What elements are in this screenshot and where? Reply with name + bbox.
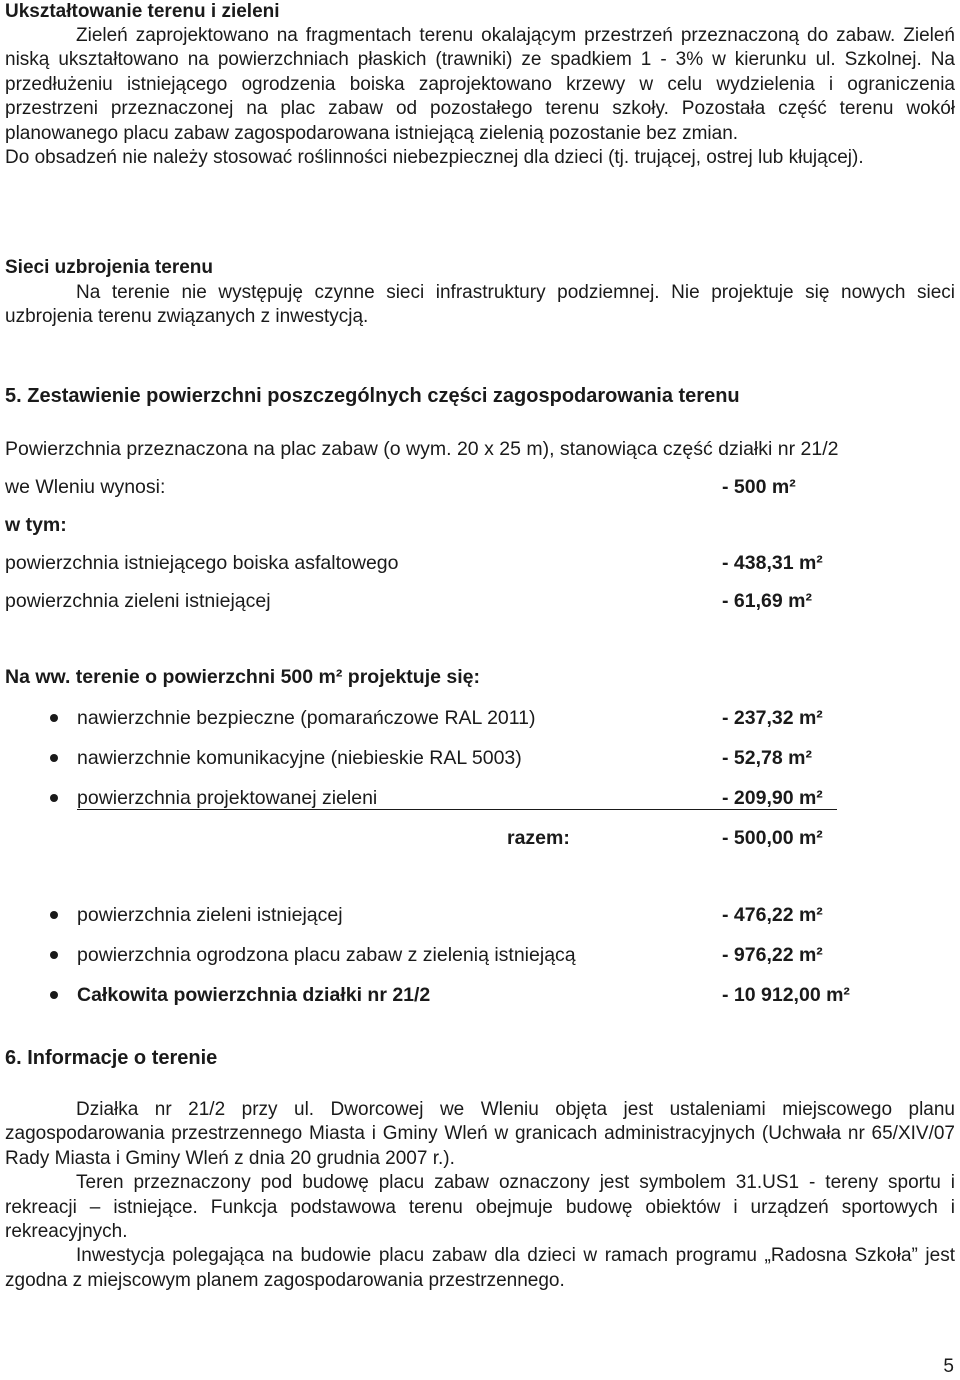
section-terrain: [5, 0, 955, 170]
bullet-icon: [50, 951, 58, 959]
w-tym-label: w tym:: [5, 514, 67, 536]
projected-item: [5, 745, 955, 771]
summary-item: [5, 902, 955, 928]
site-info-paragraph-3-start: Inwestycja polegająca na budowie placu zabaw dla dzieci w ramach programu „Radosna: [76, 1245, 847, 1267]
summary-item: [5, 942, 955, 968]
projected-heading: Na ww. terenie o powierzchni 500 m² projektuje się:: [5, 666, 480, 688]
summary-item-value: - 10 912,00 m²: [722, 984, 850, 1006]
networks-paragraph-rest: nowych sieci uzbrojenia terenu związanych z inwestycją.: [5, 282, 955, 328]
bullet-icon: [50, 754, 58, 762]
networks-paragraph-start: Na terenie nie występuję czynne sieci infrastruktury podziemnej. Nie projektuje się: [76, 282, 830, 303]
area-intro-row: [5, 436, 955, 462]
bullet-icon: [50, 911, 58, 919]
section-heading-networks: Sieci uzbrojenia terenu: [5, 257, 213, 278]
bullet-icon: [50, 991, 58, 999]
terrain-paragraph-1-rest: zabaw. Zieleń niską ukształtowano na powierzchniach płaskich (trawniki) ze spadkiem 1 - 3% w kierunku ul. Szkolnej. Na przedłużeniu istniejącego ogrodzenia boiska zaprojektowano krzewy w celu wydzielenia i ograniczenia przestrzeni przeznaczonej na plac zabaw od pozostałego terenu szkoły. Pozostała część terenu wokół planowanego placu zabaw zagospodarowana istniejącą zielenią pozostanie bez zmian.: [5, 25, 956, 144]
projected-item: [5, 785, 955, 811]
site-info-paragraph-2: [5, 1171, 955, 1244]
section-heading-terrain: Ukształtowanie terenu i zieleni: [5, 1, 280, 22]
site-info-paragraph-1-start: Działka nr 21/2 przy ul. Dworcowej we Wleniu objęta jest ustaleniami miejscowego planu: [76, 1099, 955, 1120]
section-6-site-info: [5, 1046, 955, 1293]
site-info-paragraph-3-rest: Szkoła” jest zgodna z miejscowym planem zagospodarowania przestrzennego.: [5, 1245, 955, 1291]
existing-row: [5, 550, 955, 576]
site-info-paragraph-2-start: Teren przeznaczony pod budowę placu zabaw oznaczony jest symbolem 31.US1 -: [76, 1172, 816, 1194]
site-info-paragraph-2-rest: tereny sportu i rekreacji – istniejące. Funkcja podstawowa terenu obejmuje budowę obiektów i urządzeń sportowych i rekreacyjnych.: [5, 1172, 955, 1243]
page-number: 5: [943, 1356, 954, 1377]
summary-item-label: Całkowita powierzchnia działki nr 21/2: [77, 984, 431, 1006]
projected-item-label: nawierzchnie bezpieczne (pomarańczowe RAL 2011): [77, 707, 536, 729]
w-tym-row: [5, 512, 955, 538]
summary-item-value: - 976,22 m²: [722, 944, 823, 966]
projected-item-label: nawierzchnie komunikacyjne (niebieskie RAL 5003): [77, 747, 522, 769]
networks-paragraph: [5, 281, 955, 330]
site-info-paragraph-3: [5, 1244, 955, 1293]
bullet-icon: [50, 794, 58, 802]
projected-item-value: - 209,90 m²: [722, 787, 823, 809]
projected-item-value: - 237,32 m²: [722, 707, 823, 729]
summary-item-label: powierzchnia zieleni istniejącej: [77, 904, 343, 926]
existing-value: - 61,69 m²: [722, 590, 812, 612]
summary-item-label: powierzchnia ogrodzona placu zabaw z zielenią istniejącą: [77, 944, 576, 966]
section-5-heading: 5. Zestawienie powierzchni poszczególnych części zagospodarowania terenu: [5, 385, 740, 407]
existing-label: powierzchnia zieleni istniejącej: [5, 590, 271, 612]
section-5-area-summary: [5, 384, 955, 1006]
sum-row: [5, 825, 955, 851]
existing-row: [5, 588, 955, 614]
section-6-heading: 6. Informacje o terenie: [5, 1047, 218, 1069]
existing-value: - 438,31 m²: [722, 552, 823, 574]
area-intro-text: Powierzchnia przeznaczona na plac zabaw (o wym. 20 x 25 m), stanowiąca część działki nr 21/2: [5, 438, 839, 460]
area-total-label: we Wleniu wynosi:: [5, 476, 166, 498]
terrain-paragraph-2: Do obsadzeń nie należy stosować roślinności niebezpiecznej dla dzieci (tj. trującej, ostrej lub kłującej).: [5, 147, 864, 169]
site-info-paragraph-1: [5, 1098, 955, 1171]
section-networks: [5, 256, 955, 330]
existing-label: powierzchnia istniejącego boiska asfaltowego: [5, 552, 399, 574]
projected-item-label: powierzchnia projektowanej zieleni: [77, 787, 378, 809]
sum-underline: [77, 809, 837, 810]
projected-item: [5, 705, 955, 731]
terrain-paragraph-1-start: Zieleń zaprojektowano na fragmentach terenu okalającym przestrzeń przeznaczoną do: [76, 25, 829, 46]
projected-heading-row: [5, 664, 955, 690]
summary-item: [5, 982, 955, 1008]
terrain-paragraph-1: [5, 24, 955, 146]
sum-value: - 500,00 m²: [722, 827, 823, 849]
area-total-value: - 500 m²: [722, 476, 796, 498]
summary-item-value: - 476,22 m²: [722, 904, 823, 926]
sum-label: razem:: [507, 827, 570, 849]
bullet-icon: [50, 714, 58, 722]
projected-item-value: - 52,78 m²: [722, 747, 812, 769]
site-info-paragraph-1-rest: zagospodarowania przestrzennego Miasta i Gminy Wleń w granicach administracyjnych (Uchwała nr 65/XIV/07 Rady Miasta i Gminy Wleń z dnia 20 grudnia 2007 r.).: [5, 1123, 955, 1169]
area-total-row: [5, 474, 955, 500]
